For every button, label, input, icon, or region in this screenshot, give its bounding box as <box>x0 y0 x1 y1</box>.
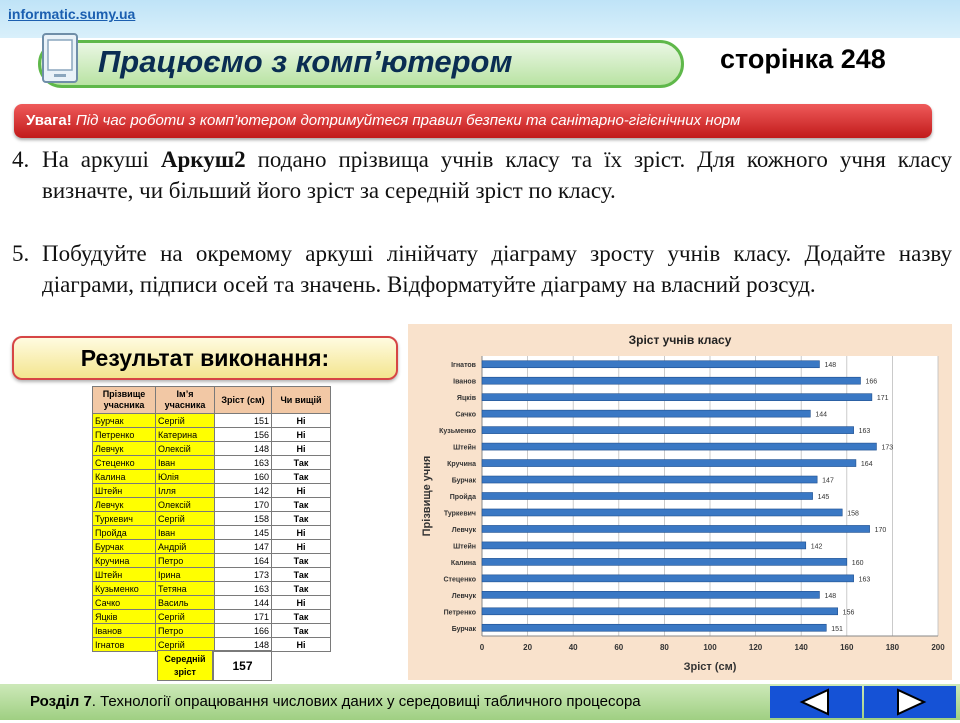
y-tick-label: Петренко <box>443 609 476 617</box>
y-tick-label: Яцків <box>456 395 476 403</box>
table-row <box>93 554 331 568</box>
table-cell-name: Олексій <box>156 442 215 456</box>
table-row <box>93 442 331 456</box>
table-cell-surname: Левчук <box>93 498 156 512</box>
students-table <box>92 386 331 652</box>
table-row <box>93 610 331 624</box>
table-cell-height: 163 <box>215 582 272 596</box>
bar <box>482 575 854 582</box>
average-label: Середній зріст <box>157 650 213 681</box>
table-cell-height: 160 <box>215 470 272 484</box>
task-text-part: подано прізвища учнів класу та їх зріст. Для кожного учня класу визначте, чи більший його зріст за середній зріст по класу. <box>42 147 952 203</box>
x-tick-label: 80 <box>659 643 669 652</box>
table-cell-name: Тетяна <box>156 582 215 596</box>
table-row <box>93 470 331 484</box>
table-cell-name: Іван <box>156 456 215 470</box>
table-cell-taller: Ні <box>272 638 331 652</box>
prev-slide-button[interactable] <box>770 686 862 718</box>
table-row <box>93 624 331 638</box>
task-text: Побудуйте на окремому аркуші лінійчату діаграму зросту учнів класу. Додайте назву діаграми, підписи осей та значень. Відформатуйте діаграму на власний розсуд. <box>42 241 952 297</box>
task-number: 4. <box>12 147 30 172</box>
table-cell-taller: Ні <box>272 526 331 540</box>
table-cell-taller: Ні <box>272 540 331 554</box>
table-row <box>93 526 331 540</box>
table-cell-height: 158 <box>215 512 272 526</box>
y-tick-label: Туркевич <box>443 510 476 518</box>
triangle-right-icon <box>864 686 956 718</box>
table-row <box>93 582 331 596</box>
y-tick-label: Кручина <box>447 461 476 469</box>
table-row <box>93 498 331 512</box>
data-label: 148 <box>824 362 837 370</box>
x-tick-label: 160 <box>840 643 854 652</box>
table-cell-height: 145 <box>215 526 272 540</box>
table-row <box>93 414 331 428</box>
table-row <box>93 428 331 442</box>
table-cell-surname: Левчук <box>93 442 156 456</box>
table-cell-surname: Бурчак <box>93 540 156 554</box>
table-cell-taller: Ні <box>272 484 331 498</box>
table-cell-surname: Яцків <box>93 610 156 624</box>
y-tick-label: Кузьменко <box>439 428 476 436</box>
table-cell-height: 144 <box>215 596 272 610</box>
page-title: Працюємо з комп’ютером <box>98 44 513 79</box>
table-cell-taller: Ні <box>272 442 331 456</box>
table-cell-taller: Так <box>272 568 331 582</box>
table-header-row <box>93 387 331 414</box>
bar <box>482 460 856 467</box>
bar <box>482 542 806 549</box>
bar <box>482 525 870 532</box>
x-tick-label: 60 <box>614 643 624 652</box>
data-label: 148 <box>824 592 837 600</box>
table-cell-taller: Ні <box>272 596 331 610</box>
table-row <box>93 568 331 582</box>
data-label: 170 <box>874 526 887 534</box>
computer-icon <box>40 30 82 88</box>
table-cell-taller: Так <box>272 582 331 596</box>
y-tick-label: Штейн <box>453 543 476 551</box>
bar <box>482 624 826 631</box>
y-axis-title: Прізвище учня <box>421 455 433 537</box>
bar <box>482 476 817 483</box>
table-cell-taller: Так <box>272 512 331 526</box>
task-number: 5. <box>12 241 30 266</box>
table-body <box>93 414 331 652</box>
triangle-left-icon <box>770 686 862 718</box>
data-label: 144 <box>815 411 828 419</box>
y-tick-label: Стеценко <box>443 576 476 584</box>
table-cell-name: Катерина <box>156 428 215 442</box>
data-label: 145 <box>817 494 830 501</box>
header-surname: Прізвище учасника <box>93 387 156 414</box>
data-label: 156 <box>842 609 855 617</box>
y-tick-label: Штейн <box>453 444 476 452</box>
table-cell-name: Іван <box>156 526 215 540</box>
table-cell-name: Ірина <box>156 568 215 582</box>
table-cell-taller: Ні <box>272 414 331 428</box>
y-tick-label: Калина <box>450 559 476 567</box>
y-tick-label: Левчук <box>451 592 476 600</box>
table-cell-surname: Штейн <box>93 568 156 582</box>
x-tick-label: 40 <box>568 643 578 652</box>
table-cell-surname: Кузьменко <box>93 582 156 596</box>
data-label: 142 <box>810 543 823 551</box>
table-cell-surname: Калина <box>93 470 156 484</box>
table-cell-name: Юлія <box>156 470 215 484</box>
page-number: сторінка 248 <box>720 44 886 74</box>
x-tick-label: 120 <box>748 643 763 652</box>
chart-title: Зріст учнів класу <box>628 333 732 347</box>
x-tick-label: 20 <box>523 643 533 652</box>
table-cell-surname: Іванов <box>93 624 156 638</box>
bar <box>482 608 838 615</box>
table-cell-taller: Так <box>272 610 331 624</box>
table-cell-height: 147 <box>215 540 272 554</box>
table-cell-height: 173 <box>215 568 272 582</box>
table-cell-height: 142 <box>215 484 272 498</box>
bar <box>482 591 819 598</box>
header-name: Ім’я учасника <box>156 387 215 414</box>
data-label: 151 <box>831 625 843 633</box>
table-cell-surname: Пройда <box>93 526 156 540</box>
table-cell-surname: Сачко <box>93 596 156 610</box>
x-tick-label: 180 <box>885 643 900 652</box>
height-bar-chart <box>408 324 952 680</box>
bar <box>482 361 819 368</box>
y-tick-label: Сачко <box>455 411 476 419</box>
bar <box>482 427 854 434</box>
table-cell-name: Сергій <box>156 638 215 652</box>
data-label: 147 <box>822 477 834 485</box>
height-chart <box>408 324 952 680</box>
table-cell-height: 156 <box>215 428 272 442</box>
average-box <box>92 650 332 682</box>
y-tick-label: Іванов <box>453 378 476 386</box>
section-label: Розділ 7 <box>30 693 92 710</box>
table-cell-taller: Так <box>272 498 331 512</box>
table-cell-height: 171 <box>215 610 272 624</box>
y-tick-label: Ігнатов <box>451 362 476 370</box>
warning-label: Увага! <box>26 112 72 129</box>
table-cell-surname: Бурчак <box>93 414 156 428</box>
header-height: Зріст (см) <box>215 387 272 414</box>
data-label: 173 <box>881 444 894 452</box>
top-bar <box>0 0 960 38</box>
result-label: Результат виконання: <box>12 336 398 380</box>
section-title: . Технології опрацювання числових даних у середовищі табличного процесора <box>91 693 641 710</box>
y-tick-label: Бурчак <box>451 477 476 485</box>
table-cell-taller: Так <box>272 470 331 484</box>
data-label: 163 <box>858 428 871 436</box>
data-label: 166 <box>865 378 878 386</box>
bar <box>482 443 876 450</box>
average-value: 157 <box>213 650 272 681</box>
sheet-name: Аркуш2 <box>160 147 246 172</box>
table-cell-height: 170 <box>215 498 272 512</box>
table-row <box>93 456 331 470</box>
table-cell-taller: Ні <box>272 428 331 442</box>
data-label: 171 <box>876 395 889 403</box>
table-cell-height: 164 <box>215 554 272 568</box>
task-text-part: На аркуші <box>42 147 161 172</box>
table-cell-height: 148 <box>215 442 272 456</box>
bar <box>482 558 847 565</box>
x-tick-label: 0 <box>479 643 485 652</box>
table-row <box>93 596 331 610</box>
table-row <box>93 484 331 498</box>
table-cell-name: Петро <box>156 554 215 568</box>
table-cell-taller: Так <box>272 554 331 568</box>
task-4 <box>12 144 952 206</box>
table-cell-taller: Так <box>272 624 331 638</box>
table-cell-surname: Петренко <box>93 428 156 442</box>
table-cell-name: Сергій <box>156 414 215 428</box>
task-text <box>42 144 952 206</box>
table-cell-surname: Штейн <box>93 484 156 498</box>
table-cell-name: Петро <box>156 624 215 638</box>
table-cell-name: Василь <box>156 596 215 610</box>
x-tick-label: 100 <box>703 643 717 652</box>
y-tick-label: Пройда <box>449 494 476 501</box>
table-cell-height: 163 <box>215 456 272 470</box>
table-row <box>93 540 331 554</box>
safety-warning-banner <box>14 104 932 138</box>
table-cell-height: 151 <box>215 414 272 428</box>
x-tick-label: 140 <box>794 643 808 652</box>
table-cell-surname: Кручина <box>93 554 156 568</box>
table-cell-height: 166 <box>215 624 272 638</box>
task-5 <box>12 238 952 300</box>
bar <box>482 377 860 384</box>
data-label: 164 <box>860 461 873 469</box>
table-cell-height: 148 <box>215 638 272 652</box>
footer-section-text <box>30 693 641 710</box>
data-label: 163 <box>858 576 871 584</box>
site-link[interactable]: informatic.sumy.ua <box>8 6 136 22</box>
table-cell-taller: Так <box>272 456 331 470</box>
y-tick-label: Бурчак <box>451 625 476 633</box>
table-cell-surname: Ігнатов <box>93 638 156 652</box>
bar <box>482 394 872 401</box>
bar <box>482 509 842 516</box>
table-row <box>93 512 331 526</box>
y-tick-label: Левчук <box>451 526 476 534</box>
table-cell-name: Андрій <box>156 540 215 554</box>
x-tick-label: 200 <box>931 643 945 652</box>
table-cell-name: Сергій <box>156 610 215 624</box>
table-cell-name: Олексій <box>156 498 215 512</box>
table-cell-name: Ілля <box>156 484 215 498</box>
table-cell-surname: Стеценко <box>93 456 156 470</box>
bar <box>482 493 813 500</box>
bar <box>482 410 810 417</box>
header-taller: Чи вищій <box>272 387 331 414</box>
table-cell-surname: Туркевич <box>93 512 156 526</box>
next-slide-button[interactable] <box>864 686 956 718</box>
warning-text: Під час роботи з комп’ютером дотримуйтеся правил безпеки та санітарно-гігієнічних норм <box>75 112 741 129</box>
table-cell-name: Сергій <box>156 512 215 526</box>
data-label: 158 <box>847 510 859 518</box>
x-axis-title: Зріст (см) <box>683 661 737 673</box>
data-label: 160 <box>851 559 864 567</box>
